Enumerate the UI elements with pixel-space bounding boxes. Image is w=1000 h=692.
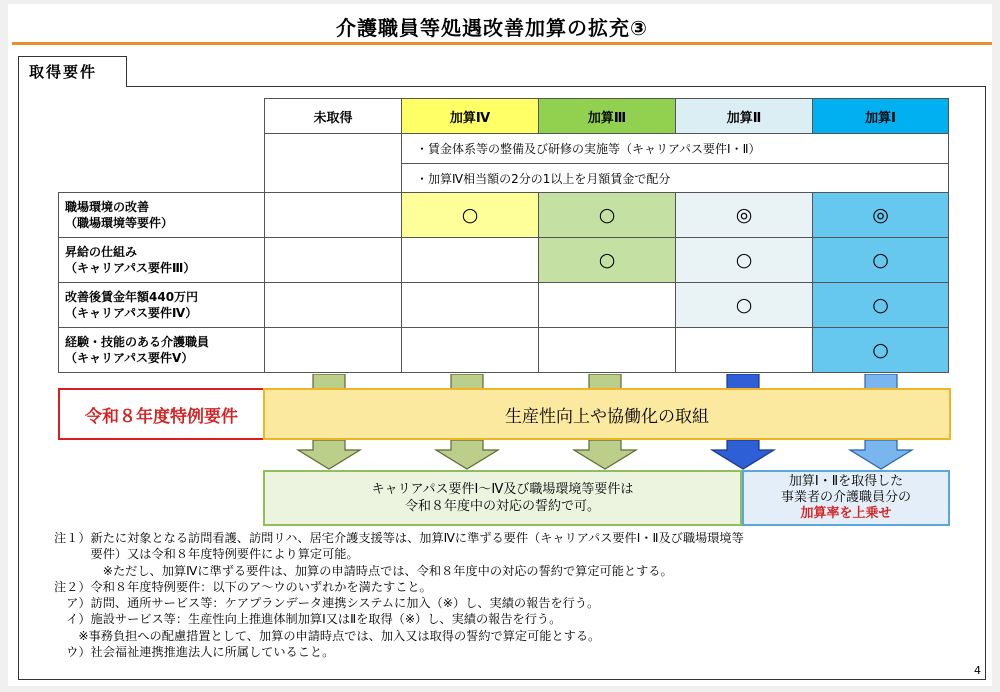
mark-r4-none <box>264 327 402 373</box>
col-header-none: 未取得 <box>264 98 402 134</box>
common-req-2: ・加算Ⅳ相当額の2分の1以上を月額賃金で配分 <box>401 163 949 193</box>
mark-r4-kasan1: ○ <box>812 327 949 373</box>
row-label-workplace: 職場環境の改善 （職場環境等要件） <box>58 192 265 238</box>
title-divider <box>12 42 992 45</box>
note-line: ウ）社会福祉連携推進法人に所属していること。 <box>54 645 335 660</box>
arrow-down-2-icon <box>434 440 500 470</box>
note-line: 要件）又は令和８年度特例要件により算定可能。 <box>54 547 359 562</box>
mark-r3-kasan2: ○ <box>675 282 813 328</box>
special-requirement-text: 生産性向上や協働化の取組 <box>263 388 951 440</box>
common-req-1: ・賃金体系等の整備及び研修の実施等（キャリアパス要件Ⅰ・Ⅱ） <box>401 133 949 164</box>
mark-r4-kasan4 <box>401 327 539 373</box>
col-header-kasan-1: 加算Ⅰ <box>812 98 949 134</box>
arrow-down-3-icon <box>572 440 638 470</box>
note-line: イ）施設サービス等：生産性向上推進体制加算Ⅰ又はⅡを取得（※）し、実績の報告を行う。 <box>54 612 562 627</box>
mark-r2-kasan3: ○ <box>538 237 676 283</box>
special-requirement-label: 令和８年度特例要件 <box>58 388 265 440</box>
arrow-down-1-icon <box>296 440 362 470</box>
row-label-experienced: 経験・技能のある介護職員 （キャリアパス要件Ⅴ） <box>58 327 265 373</box>
mark-r1-kasan1: ◎ <box>812 192 949 238</box>
note-line: 注２）令和８年度特例要件：以下のア～ウのいずれかを満たすこと。 <box>54 579 432 594</box>
pledge-box: キャリアパス要件Ⅰ～Ⅳ及び職場環境等要件は 令和８年度中の対応の誓約で可。 <box>263 470 742 526</box>
mark-r2-kasan1: ○ <box>812 237 949 283</box>
note-line: ※ただし、加算Ⅳに準ずる要件は、加算の申請時点では、令和８年度中の対応の誓約で算定可能とする。 <box>54 563 673 578</box>
mark-r3-kasan4 <box>401 282 539 328</box>
note-line: 注１）新たに対象となる訪問看護、訪問リハ、居宅介護支援等は、加算Ⅳに準ずる要件（キャリアパス要件Ⅰ・Ⅱ及び職場環境等 <box>54 531 744 545</box>
mark-r3-kasan3 <box>538 282 676 328</box>
page-number: 4 <box>974 664 981 677</box>
section-tab: 取得要件 <box>18 56 127 87</box>
col-header-kasan-2: 加算Ⅱ <box>675 98 813 134</box>
mark-r2-none <box>264 237 402 283</box>
mark-r1-kasan2: ◎ <box>675 192 813 238</box>
col-header-kasan-3: 加算Ⅲ <box>538 98 676 134</box>
mark-r3-kasan1: ○ <box>812 282 949 328</box>
footnotes <box>54 530 974 660</box>
arrow-down-4-icon <box>710 440 776 470</box>
mark-r2-kasan2: ○ <box>675 237 813 283</box>
row-label-wage: 改善後賃金年額440万円 （キャリアパス要件Ⅳ） <box>58 282 265 328</box>
mark-r1-kasan3: ○ <box>538 192 676 238</box>
mark-r2-kasan4 <box>401 237 539 283</box>
mark-r1-none <box>264 192 402 238</box>
note-line: ※事務負担への配慮措置として、加算の申請時点では、加入又は取得の誓約で算定可能とする。 <box>54 628 601 643</box>
mark-r1-kasan4: ○ <box>401 192 539 238</box>
rate-addition-box: 加算Ⅰ・Ⅱを取得した 事業者の介護職員分の 加算率を上乗せ <box>742 470 950 526</box>
common-req-blank <box>264 133 402 193</box>
mark-r4-kasan2 <box>675 327 813 373</box>
mark-r3-none <box>264 282 402 328</box>
row-label-promotion: 昇給の仕組み （キャリアパス要件Ⅲ） <box>58 237 265 283</box>
col-header-kasan-4: 加算Ⅳ <box>401 98 539 134</box>
arrow-down-5-icon <box>848 440 914 470</box>
note-line: ア）訪問、通所サービス等：ケアプランデータ連携システムに加入（※）し、実績の報告を行う。 <box>54 596 600 611</box>
page-title: 介護職員等処遇改善加算の拡充③ <box>336 16 648 40</box>
mark-r4-kasan3 <box>538 327 676 373</box>
